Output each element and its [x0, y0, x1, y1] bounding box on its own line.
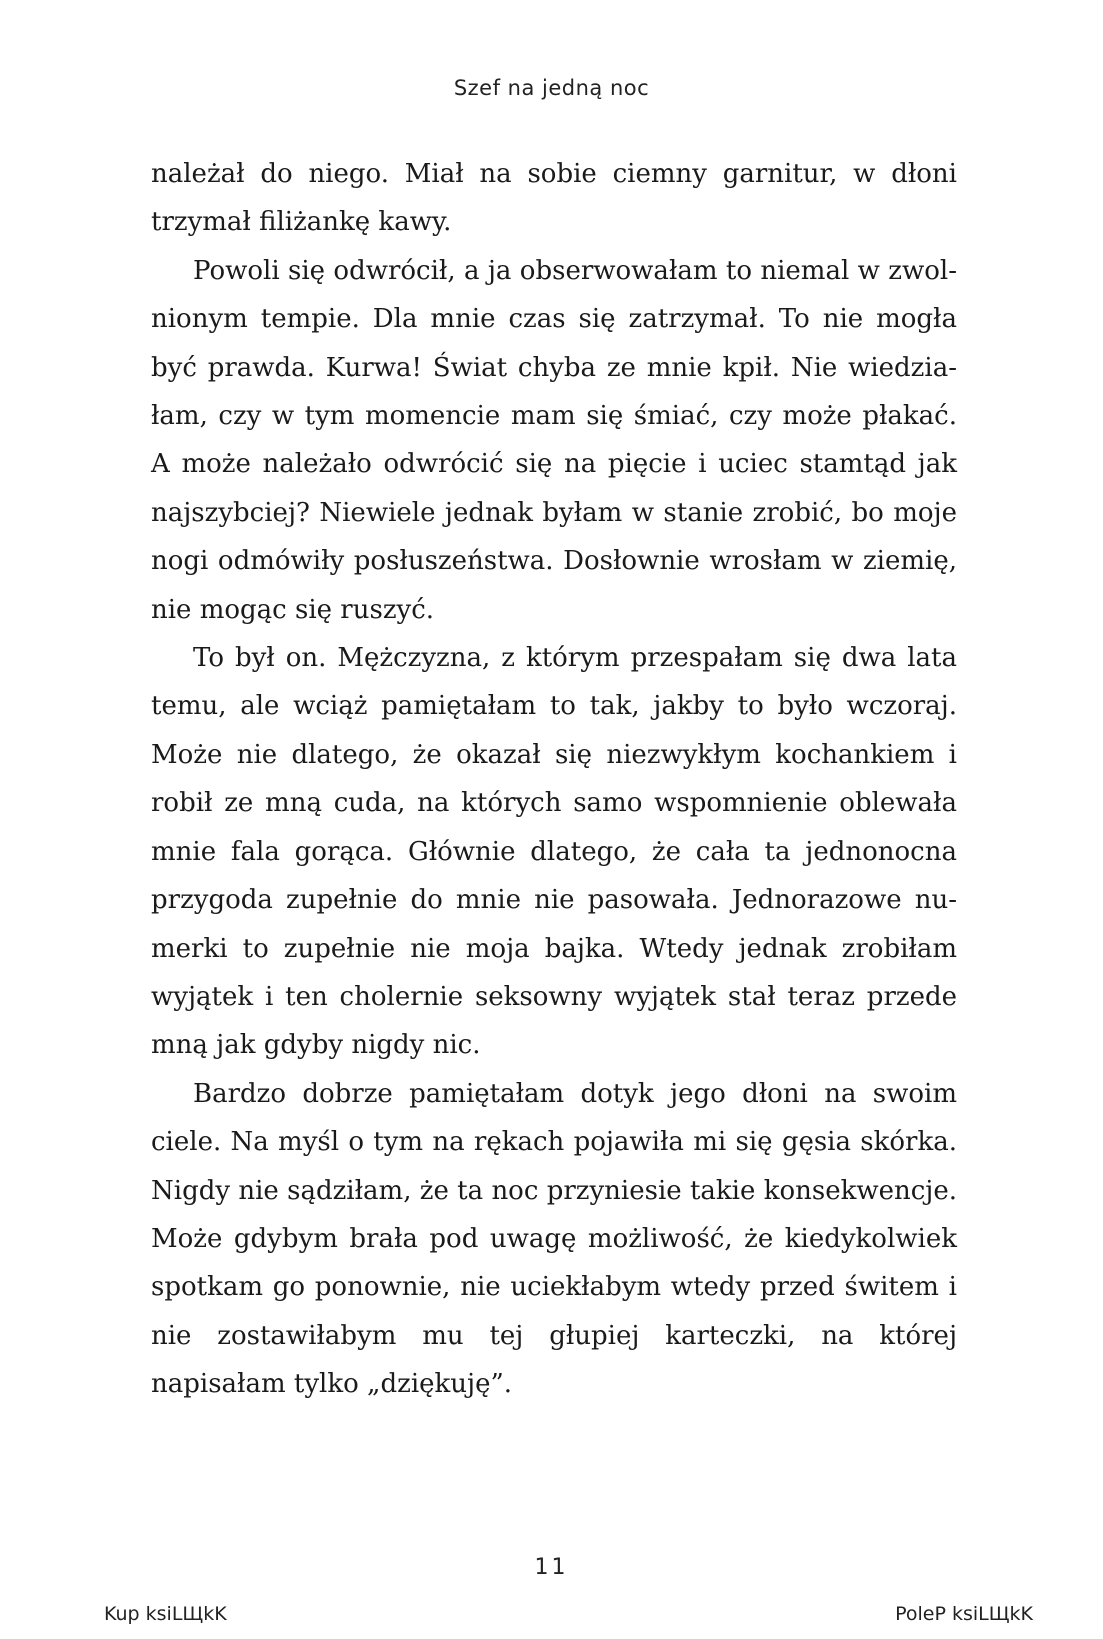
paragraph-2: Powoli się odwrócił, a ja obserwowałam to niemal w zwolnionym tempie. Dla mnie czas się zatrzymał. To nie mogła być prawda. Kurwa! Świat chyba ze mnie kpił. Nie wiedziałam, czy w tym momencie mam się śmiać, czy może płakać. A może należało odwrócić się na pięcie i uciec stamtąd jak najszybciej? Niewiele jednak byłam w stanie zrobić, bo moje nogi odmówiły posłuszeństwa. Dosłownie wrosłam w ziemię, nie mogąc się ruszyć.	[151, 255, 957, 625]
paragraph-4: Bardzo dobrze pamiętałam dotyk jego dłoni na swoim ciele. Na myśl o tym na rękach pojawiła mi się gęsia skórka. Nigdy nie sądziłam, że ta noc przyniesie takie konsekwencje. Może gdybym brała pod uwagę możliwość, że kiedykolwiek spotkam go ponownie, nie uciekłabym wtedy przed świtem i nie zostawiłabym mu tej głupiej karteczki, na której napisałam tylko „dziękuję”.	[151, 1078, 957, 1400]
buy-book-link[interactable]: Kup ksiLЩkK	[104, 1603, 227, 1625]
paragraph-3: To był on. Mężczyzna, z którym przespałam się dwa lata temu, ale wciąż pamiętałam to tak, jakby to było wczoraj. Może nie dlatego, że okazał się niezwykłym kochankiem i robił ze mną cuda, na których samo wspomnienie oblewała mnie fala gorąca. Głównie dlatego, że cała ta jednonocna przygoda zupełnie do mnie nie pasowała. Jednorazowe numerki to zupełnie nie moja bajka. Wtedy jednak zrobiłam wyjątek i ten cholernie seksowny wyjątek stał teraz przede mną jak gdyby nigdy nic.	[151, 643, 957, 1061]
recommend-book-link[interactable]: PoleP ksiLЩkK	[895, 1603, 1033, 1625]
page-body	[151, 150, 957, 1409]
paragraph-1: należał do niego. Miał na sobie ciemny garnitur, w dłoni trzymał filiżankę kawy.	[151, 159, 957, 238]
page-number: 11	[534, 1555, 569, 1580]
running-header: Szef na jedną noc	[453, 76, 650, 100]
